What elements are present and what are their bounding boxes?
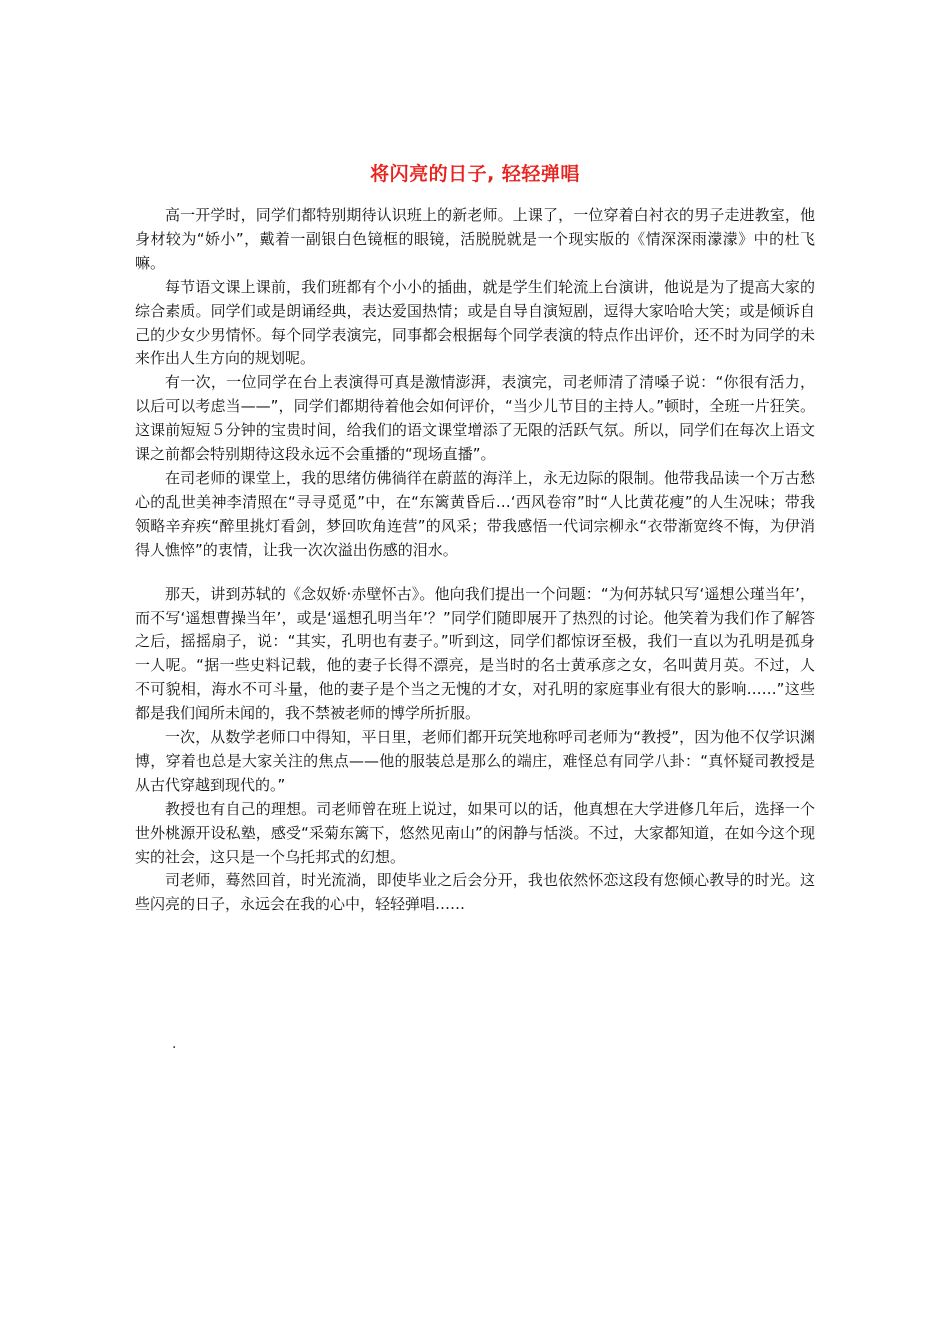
paragraph-3: 有一次，一位同学在台上表演得可真是激情澎湃，表演完，司老师清了清嗓子说：“你很有活力，以后可以考虑当——”，同学们都期待着他会如何评价，“当少儿节目的主持人。”顿时，全班一片狂笑。这课前短短５分钟的宝贵时间，给我们的语文课堂增添了无限的活跃气氛。所以，同学们在每次上语文课之前都会特别期待这段永远不会重播的“现场直播”。 <box>135 373 815 464</box>
footer-mark: . <box>172 1036 177 1052</box>
document-title: 将闪亮的日子, 轻轻弹唱 <box>370 163 580 185</box>
paragraph-1: 高一开学时，同学们都特别期待认识班上的新老师。上课了，一位穿着白衬衣的男子走进教室，他身材较为“娇小”，戴着一副银白色镜框的眼镜，活脱脱就是一个现实版的《情深深雨濛濛》中的杜飞嘛。 <box>135 206 815 272</box>
paragraph-4: 在司老师的课堂上，我的思绪仿佛徜徉在蔚蓝的海洋上，永无边际的限制。他带我品读一个万古愁心的乱世美神李清照在“寻寻觅觅”中，在“东篱黄昏后…‘西风卷帘”时“人比黄花瘦”的人生况味；带我领略辛弃疾“醉里挑灯看剑，梦回吹角连营”的风采；带我感悟一代词宗柳永“衣带渐宽终不悔，为伊消得人憔悴”的衷情，让我一次次溢出伤感的泪水。 <box>135 468 815 559</box>
paragraph-5: 那天，讲到苏轼的《念奴娇·赤壁怀古》。他向我们提出一个问题：“为何苏轼只写‘遥想公瑾当年’，而不写‘遥想曹操当年’，或是‘遥想孔明当年’？”同学们随即展开了热烈的讨论。他笑着为我们作了解答之后，摇摇扇子，说：“其实，孔明也有妻子。”听到这，同学们都惊讶至极，我们一直以为孔明是孤身一人呢。“据一些史料记载，他的妻子长得不漂亮，是当时的名士黄承彦之女，名叫黄月英。不过，人不可貌相，海水不可斗量，他的妻子是个当之无愧的才女，对孔明的家庭事业有很大的影响……”这些都是我们闻所未闻的，我不禁被老师的博学所折服。 <box>135 584 815 723</box>
paragraph-2: 每节语文课上课前，我们班都有个小小的插曲，就是学生们轮流上台演讲，他说是为了提高大家的综合素质。同学们或是朗诵经典，表达爱国热情；或是自导自演短剧，逗得大家哈哈大笑；或是倾诉自己的少女少男情怀。每个同学表演完，同事都会根据每个同学表演的特点作出评价，还不时为同学的未来作出人生方向的规划呢。 <box>135 277 815 368</box>
paragraph-8: 司老师，蓦然回首，时光流淌，即使毕业之后会分开，我也依然怀恋这段有您倾心教导的时光。这些闪亮的日子，永远会在我的心中，轻轻弹唱…… <box>135 871 815 914</box>
paragraph-gap <box>135 563 815 583</box>
paragraph-7: 教授也有自己的理想。司老师曾在班上说过，如果可以的话，他真想在大学进修几年后，选择一个世外桃源开设私塾，感受“采菊东篱下，悠然见南山”的闲静与恬淡。不过，大家都知道，在如今这个现实的社会，这只是一个乌托邦式的幻想。 <box>135 799 815 866</box>
document-body <box>135 204 815 917</box>
paragraph-6: 一次，从数学老师口中得知，平日里，老师们都开玩笑地称呼司老师为“教授”，因为他不仅学识渊博，穿着也总是大家关注的焦点——他的服装总是那么的端庄，难怪总有同学八卦：“真怀疑司教授是从古代穿越到现代的。” <box>135 728 815 794</box>
